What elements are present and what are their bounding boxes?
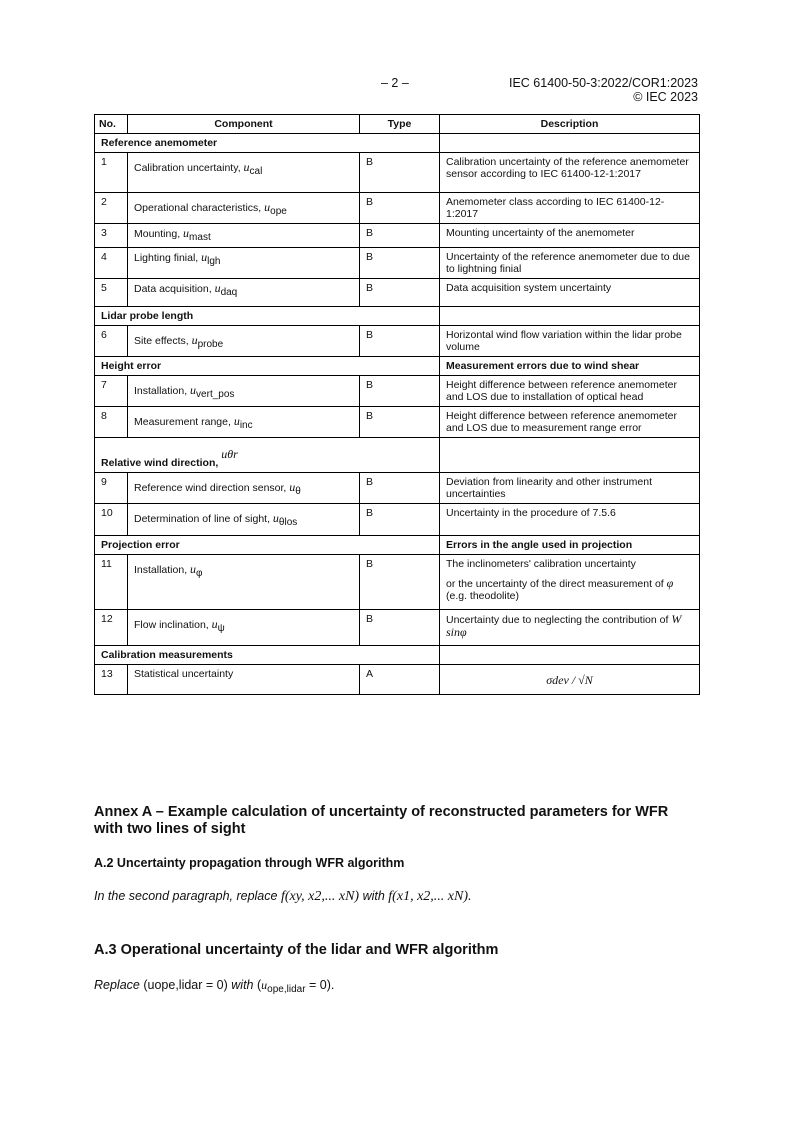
row-no: 11 [95,555,128,610]
row-component: Statistical uncertainty [128,665,360,695]
header-no: No. [95,115,128,134]
table-row [95,473,700,504]
row-description: Deviation from linearity and other instrument uncertainties [440,473,700,504]
row-no: 9 [95,473,128,504]
row-component: Installation, uφ [128,555,360,610]
row-no: 7 [95,376,128,407]
row-component: Lighting finial, ulgh [128,248,360,279]
row-no: 1 [95,153,128,193]
section-row [95,307,700,326]
section-title: Lidar probe length [95,307,440,326]
row-formula: σdev / √N [440,665,700,695]
row-component: Operational characteristics, uope [128,193,360,224]
table-header-row [95,115,700,134]
page-number: – 2 – [381,76,409,90]
row-type: B [360,473,440,504]
uncertainty-components-table [94,114,700,695]
row-component: Measurement range, uinc [128,407,360,438]
row-component: Reference wind direction sensor, uθ [128,473,360,504]
row-type: B [360,153,440,193]
a3-heading: A.3 Operational uncertainty of the lidar and WFR algorithm [94,942,499,958]
section-row [95,357,700,376]
row-no: 10 [95,504,128,536]
section-row [95,646,700,665]
row-no: 12 [95,610,128,646]
row-component: Flow inclination, uψ [128,610,360,646]
table-row [95,153,700,193]
row-description: Anemometer class according to IEC 61400-12-1:2017 [440,193,700,224]
row-description: Uncertainty due to neglecting the contribution of W sinφ [440,610,700,646]
table-row [95,555,700,610]
row-no: 5 [95,279,128,307]
row-type: B [360,193,440,224]
row-component: Data acquisition, udaq [128,279,360,307]
row-no: 2 [95,193,128,224]
row-description: The inclinometers' calibration uncertainty or the uncertainty of the direct measurement of φ (e.g. theodolite) [440,555,700,610]
section-title: Reference anemometer [95,134,440,153]
row-type: B [360,504,440,536]
row-type: B [360,555,440,610]
row-component: Site effects, uprobe [128,326,360,357]
row-description: Calibration uncertainty of the reference anemometer sensor according to IEC 61400-12-1:2017 [440,153,700,193]
row-component: Calibration uncertainty, ucal [128,153,360,193]
row-component: Installation, uvert_pos [128,376,360,407]
document-reference [509,76,698,104]
row-description: Height difference between reference anemometer and LOS due to measurement range error [440,407,700,438]
a2-heading: A.2 Uncertainty propagation through WFR algorithm [94,856,405,870]
copyright: © IEC 2023 [633,90,698,104]
header-type: Type [360,115,440,134]
row-description: Data acquisition system uncertainty [440,279,700,307]
table-row [95,665,700,695]
section-title: Relative wind direction, uθr [95,438,440,473]
section-row [95,134,700,153]
row-type: B [360,326,440,357]
row-type: B [360,248,440,279]
row-component: Mounting, umast [128,224,360,248]
section-title: Calibration measurements [95,646,440,665]
section-title: Projection error [95,536,440,555]
row-description: Mounting uncertainty of the anemometer [440,224,700,248]
table-row [95,193,700,224]
annex-title: Annex A – Example calculation of uncertainty of reconstructed parameters for WFR with two lines of sight [94,804,669,837]
a3-instruction: Replace (uope,lidar = 0) with $(u_{ope,lidar} = 0)$. [94,978,335,995]
section-description: Measurement errors due to wind shear [440,357,700,376]
table-row [95,224,700,248]
row-description: Uncertainty of the reference anemometer due to due to lightning finial [440,248,700,279]
table-row [95,248,700,279]
row-no: 4 [95,248,128,279]
row-type: B [360,407,440,438]
row-type: A [360,665,440,695]
section-title: Height error [95,357,440,376]
row-no: 8 [95,407,128,438]
section-row [95,536,700,555]
section-description: Errors in the angle used in projection [440,536,700,555]
section-row [95,438,700,473]
row-no: 13 [95,665,128,695]
row-type: B [360,224,440,248]
doc-ref: IEC 61400-50-3:2022/COR1:2023 [508,76,698,90]
row-description: Uncertainty in the procedure of 7.5.6 [440,504,700,536]
header-component: Component [128,115,360,134]
table-row [95,407,700,438]
row-component: Determination of line of sight, uθlos [128,504,360,536]
row-no: 6 [95,326,128,357]
header-description: Description [440,115,700,134]
row-description: Horizontal wind flow variation within the lidar probe volume [440,326,700,357]
row-description: Height difference between reference anemometer and LOS due to installation of optical head [440,376,700,407]
row-no: 3 [95,224,128,248]
table-row [95,326,700,357]
row-type: B [360,279,440,307]
row-type: B [360,376,440,407]
table-row [95,279,700,307]
a2-instruction: In the second paragraph, replace f(xy, x2,... xN) with f(x1, x2,... xN). [94,889,472,904]
table-row [95,376,700,407]
table-row [95,610,700,646]
row-type: B [360,610,440,646]
table-row [95,504,700,536]
